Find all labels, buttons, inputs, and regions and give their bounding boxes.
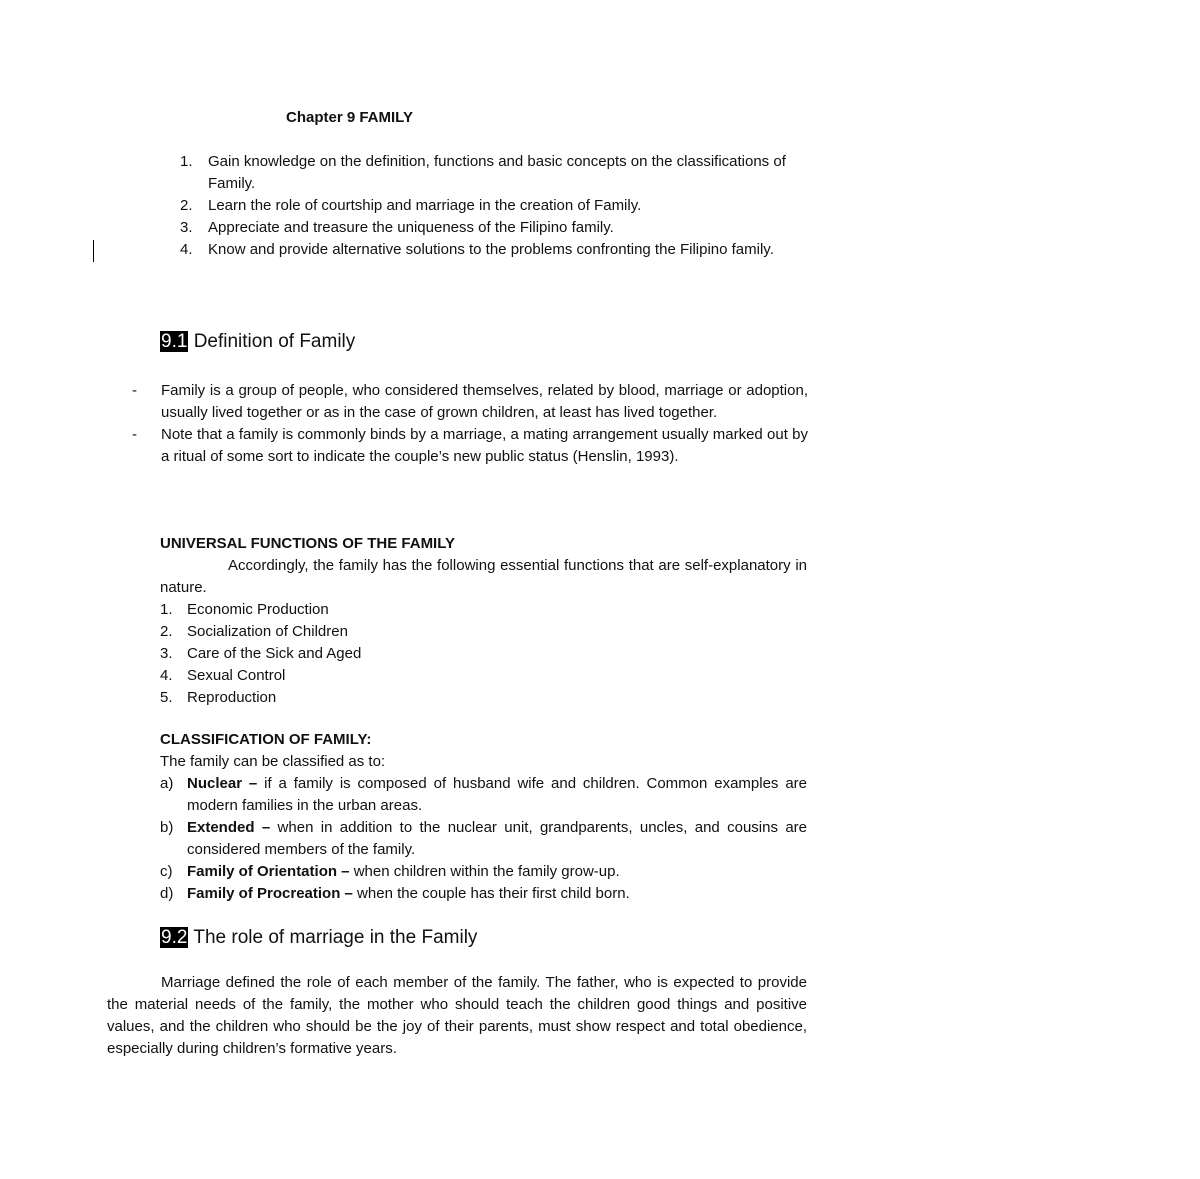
definition-text: Family is a group of people, who considered themselves, related by blood, marriage or adoption, usually lived together or as in the case of grown children, at least has lived together. [161,382,808,421]
objective-number: 2. [180,197,193,214]
chapter-title: Chapter 9 FAMILY [286,109,413,126]
classification-text [187,883,807,905]
classification-item [160,817,807,861]
bullet-dash: - [132,382,137,399]
objective-item [180,151,800,195]
function-number: 1. [160,601,173,618]
classification-label: a) [160,775,174,792]
functions-heading: UNIVERSAL FUNCTIONS OF THE FAMILY [160,535,456,552]
classification-term: Extended – [187,819,271,836]
classification-description: when in addition to the nuclear unit, grandparents, uncles, and cousins are considered members of the family. [187,819,807,858]
function-number: 3. [160,645,173,662]
definition-list [132,380,808,468]
classification-term: Family of Procreation – [187,885,353,902]
objective-text: Learn the role of courtship and marriage in the creation of Family. [208,197,642,214]
classification-label: d) [160,885,174,902]
classification-text [187,817,807,861]
classification-intro: The family can be classified as to: [160,753,386,770]
classification-term: Family of Orientation – [187,863,350,880]
classification-item [160,883,807,905]
objective-item [180,217,800,239]
section-heading-marriage [160,926,477,950]
function-number: 5. [160,689,173,706]
function-item [160,599,807,621]
classification-label: c) [160,863,173,880]
objective-number: 1. [180,153,193,170]
section-number-badge: 9.2 [161,927,188,948]
classification-description: if a family is composed of husband wife and children. Common examples are modern families in the urban areas. [187,775,807,814]
classification-text [187,773,807,817]
classification-description: when the couple has their first child born. [352,885,630,902]
classification-description: when children within the family grow-up. [349,863,620,880]
classification-item [160,773,807,817]
function-number: 2. [160,623,173,640]
classification-label: b) [160,819,174,836]
definition-text: Note that a family is commonly binds by a marriage, a mating arrangement usually marked out by a ritual of some sort to indicate the couple’s new public status (Henslin, 1993). [161,426,808,465]
definition-item [132,380,808,424]
function-text: Economic Production [187,601,329,618]
function-item [160,665,807,687]
objective-text: Gain knowledge on the definition, functions and basic concepts on the classifications of Family. [208,153,786,192]
functions-intro: Accordingly, the family has the following essential functions that are self-explanatory in nature. [160,557,807,596]
section-title: Definition of Family [188,331,356,352]
function-item [160,621,807,643]
objectives-list [180,151,800,261]
function-item [160,687,807,709]
objective-item [180,239,800,261]
objective-item [180,195,800,217]
text-cursor [93,240,94,262]
section-number-badge: 9.1 [161,331,188,352]
function-number: 4. [160,667,173,684]
classification-item [160,861,807,883]
classification-term: Nuclear – [187,775,258,792]
objective-number: 3. [180,219,193,236]
function-item [160,643,807,665]
bullet-dash: - [132,426,137,443]
section-heading-definition [160,330,355,354]
marriage-paragraph: Marriage defined the role of each member of the family. The father, who is expected to provide the material needs of the family, the mother who should teach the children good things and positive values, and the children who should be the joy of their parents, must show respect and total obedience, especially during children’s formative years. [107,974,807,1057]
function-text: Sexual Control [187,667,286,684]
section-title: The role of marriage in the Family [188,927,478,948]
function-text: Socialization of Children [187,623,348,640]
objective-text: Know and provide alternative solutions to the problems confronting the Filipino family. [208,241,774,258]
definition-item [132,424,808,468]
classification-section [160,729,807,905]
function-text: Care of the Sick and Aged [187,645,362,662]
functions-section [160,533,807,709]
objective-text: Appreciate and treasure the uniqueness of the Filipino family. [208,219,614,236]
function-text: Reproduction [187,689,277,706]
classification-heading: CLASSIFICATION OF FAMILY: [160,731,372,748]
objective-number: 4. [180,241,193,258]
classification-text [187,861,807,883]
